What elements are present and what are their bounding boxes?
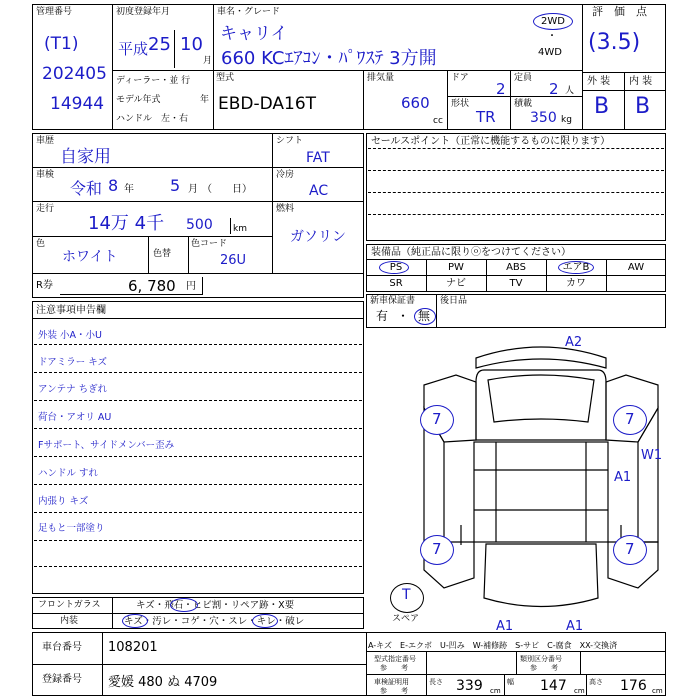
- shift-label: シフト: [276, 136, 304, 146]
- notes-title: 注意事項申告欄: [36, 305, 106, 316]
- shape: TR: [476, 108, 496, 126]
- class-label: 類別区分番号: [520, 655, 562, 663]
- month-unit: 月: [203, 56, 213, 66]
- mark-rear-a1-right: A1: [566, 619, 584, 634]
- mark-rear-a1-left: A1: [496, 619, 514, 634]
- ac: AC: [309, 183, 329, 199]
- grade: 660 KCｴｱｺﾝ・ﾊﾟﾜｽﾃ 3方開: [221, 48, 437, 69]
- note-item-3: アンテナ ちぎれ: [38, 384, 108, 395]
- chassis: 108201: [108, 640, 158, 655]
- note-item-5: Fサポート、サイドメンバー歪み: [38, 440, 175, 451]
- mark-wheel-fr: 7: [625, 410, 635, 428]
- history-label: 車歴: [36, 136, 55, 146]
- exterior-grade: B: [594, 94, 610, 119]
- first-reg-label: 初度登録年月: [116, 7, 171, 17]
- interior-label: 内 装: [629, 76, 653, 87]
- front-glass-items: キズ・飛石・ヒビ割・リペア跡・X要: [136, 600, 295, 611]
- interior-circle-sure: [252, 614, 278, 628]
- inspection-month: 5: [170, 176, 181, 195]
- note-item-2: ドアミラー キズ: [38, 357, 108, 368]
- load: 350: [530, 110, 557, 126]
- km-unit: km: [233, 224, 247, 234]
- load-label: 積載: [514, 99, 533, 109]
- kanri-label: 管理番号: [36, 7, 73, 17]
- note-item-4: 荷台・アオリ AU: [38, 412, 112, 423]
- height: 176: [620, 678, 647, 694]
- equipment-title: 装備品（純正品に限りⓞをつけてください）: [371, 247, 571, 258]
- interior-grade: B: [635, 94, 651, 119]
- chassis-label: 車台番号: [42, 642, 82, 653]
- door-label: ドア: [451, 73, 469, 83]
- kanri-value-1: (T1): [44, 34, 79, 54]
- displacement: 660: [401, 94, 430, 112]
- warranty-label: 新車保証書: [370, 296, 416, 306]
- equip-ps-circle: [379, 261, 409, 274]
- mileage-sub: 500: [186, 217, 213, 233]
- front-glass-circle: [170, 598, 198, 612]
- drive-dot: ・: [547, 31, 557, 42]
- equip-navi: ナビ: [446, 278, 466, 289]
- shift: FAT: [306, 150, 330, 166]
- mark-side-w1: W1: [641, 448, 663, 463]
- inspection-era: 令和: [70, 179, 103, 198]
- handle-label: ハンドル 左・右: [116, 114, 189, 124]
- sales-title: セールスポイント（正常に機能するものに限ります）: [371, 136, 611, 147]
- type-value: EBD-DA16T: [218, 94, 317, 114]
- load-unit: kg: [561, 115, 572, 125]
- interior-label: 内装: [60, 616, 79, 626]
- cab-outline: [476, 370, 606, 440]
- mark-wheel-rr: 7: [625, 540, 635, 558]
- displacement-label: 排気量: [367, 73, 395, 83]
- score: (3.5): [588, 30, 641, 55]
- length-unit: cm: [490, 687, 501, 695]
- mileage-label: 走行: [36, 204, 55, 214]
- type-label: 型式: [216, 73, 235, 83]
- height-label: 高さ: [589, 678, 603, 686]
- fuel: ガソリン: [290, 229, 346, 245]
- interior-items: キズ・汚レ・コゲ・穴・スレ・キレ・破レ: [124, 616, 305, 627]
- note-item-7: 内張り キズ: [38, 496, 89, 507]
- spare-letter: T: [402, 587, 411, 603]
- spare-label: スペア: [392, 614, 420, 624]
- inspection-day-unit: （ 日）: [202, 184, 252, 195]
- color: ホワイト: [62, 249, 118, 265]
- mark-wheel-fl: 7: [432, 410, 442, 428]
- note-item-8: 足もと一部塗り: [38, 523, 105, 534]
- grade-eval-label: 評 価 点: [592, 5, 647, 18]
- first-reg-era: 平成: [118, 40, 149, 58]
- equip-airbag: エアB: [562, 262, 590, 273]
- note-item-6: ハンドル すれ: [38, 468, 99, 479]
- legend: A-キズ E-エクボ U-凹み W-補修跡 S-サビ C-腐食 XX-交換済: [368, 641, 618, 650]
- warranty-yes: 有: [376, 309, 389, 323]
- drive-2wd: 2WD: [541, 16, 565, 27]
- first-reg-month: 10: [180, 34, 203, 55]
- mark-roof-a2: A2: [565, 335, 583, 350]
- first-reg-year: 25: [148, 34, 171, 55]
- front-glass-label: フロントガラス: [38, 600, 101, 610]
- equip-ps: PS: [389, 262, 403, 273]
- car-name: キャリイ: [220, 24, 288, 44]
- ac-label: 冷房: [276, 170, 295, 180]
- drive-4wd: 4WD: [538, 47, 562, 58]
- name-label: 車名・グレード: [217, 7, 281, 17]
- width: 147: [540, 678, 567, 694]
- repaint-label: 色替: [153, 249, 172, 259]
- warranty-dot: ・: [397, 309, 410, 323]
- height-unit: cm: [652, 687, 663, 695]
- inspection-year-unit: 年: [124, 184, 134, 195]
- kanri-value-3: 14944: [50, 94, 105, 114]
- capacity-unit: 人: [565, 86, 575, 96]
- width-unit: cm: [574, 687, 585, 695]
- shape-label: 形状: [451, 99, 470, 109]
- tailgate: [484, 544, 598, 607]
- bed: [474, 442, 608, 542]
- warranty-no-circle: [414, 308, 436, 325]
- reg: 愛媛 480 ぬ 4709: [108, 675, 218, 690]
- length-label: 長さ: [429, 678, 443, 686]
- equip-abs: ABS: [506, 262, 526, 273]
- class-sub: 参 考: [530, 664, 558, 672]
- exterior-label: 外 装: [587, 76, 611, 87]
- dealer-label: ディーラー・並 行: [116, 76, 191, 86]
- equip-leather: カワ: [566, 278, 586, 289]
- inspection-year: 8: [108, 176, 119, 195]
- equip-aw: AW: [627, 262, 645, 273]
- doors: 2: [496, 80, 506, 98]
- capacity-label: 定員: [514, 73, 533, 83]
- recycle: 6, 780: [128, 277, 176, 295]
- equip-airbag-circle: [558, 261, 594, 274]
- color-label: 色: [36, 239, 46, 249]
- model-year-label: モデル年式: [116, 95, 161, 105]
- reg-label: 登録番号: [42, 674, 82, 685]
- equip-pw: PW: [448, 262, 464, 273]
- roof-front-panel: [476, 347, 606, 368]
- warranty-no: 無: [418, 309, 431, 323]
- width-label: 幅: [507, 678, 514, 686]
- windshield: [488, 375, 594, 422]
- history: 自家用: [60, 147, 111, 167]
- color-code-label: 色コード: [191, 239, 228, 249]
- mark-wheel-rl: 7: [432, 540, 442, 558]
- equip-tv: TV: [509, 278, 523, 289]
- sales-frame: [366, 133, 666, 241]
- cert-label: 車検証明用: [374, 678, 409, 686]
- recycle-label: R券: [36, 280, 53, 291]
- model-year-unit: 年: [200, 95, 210, 105]
- inspection-label: 車検: [36, 170, 55, 180]
- type-cert-sub: 参 考: [380, 664, 408, 672]
- mark-side-a1: A1: [614, 470, 632, 485]
- kanri-value-2: 202405: [42, 64, 107, 84]
- length: 339: [456, 678, 483, 694]
- cc-unit: cc: [433, 116, 443, 126]
- yen-unit: 円: [186, 281, 196, 292]
- equip-sr: SR: [389, 278, 403, 289]
- interior-circle-kizu: [122, 614, 148, 628]
- type-cert-label: 型式指定番号: [374, 655, 416, 663]
- cert-sub: 参 考: [380, 687, 408, 695]
- inspection-month-unit: 月: [188, 184, 198, 195]
- delivery-label: 後日品: [440, 296, 468, 306]
- mileage: 14万 4千: [88, 213, 165, 234]
- note-item-1: 外装 小A・小U: [38, 330, 102, 341]
- color-code: 26U: [220, 253, 247, 268]
- capacity: 2: [549, 80, 559, 98]
- fuel-label: 燃料: [276, 204, 295, 214]
